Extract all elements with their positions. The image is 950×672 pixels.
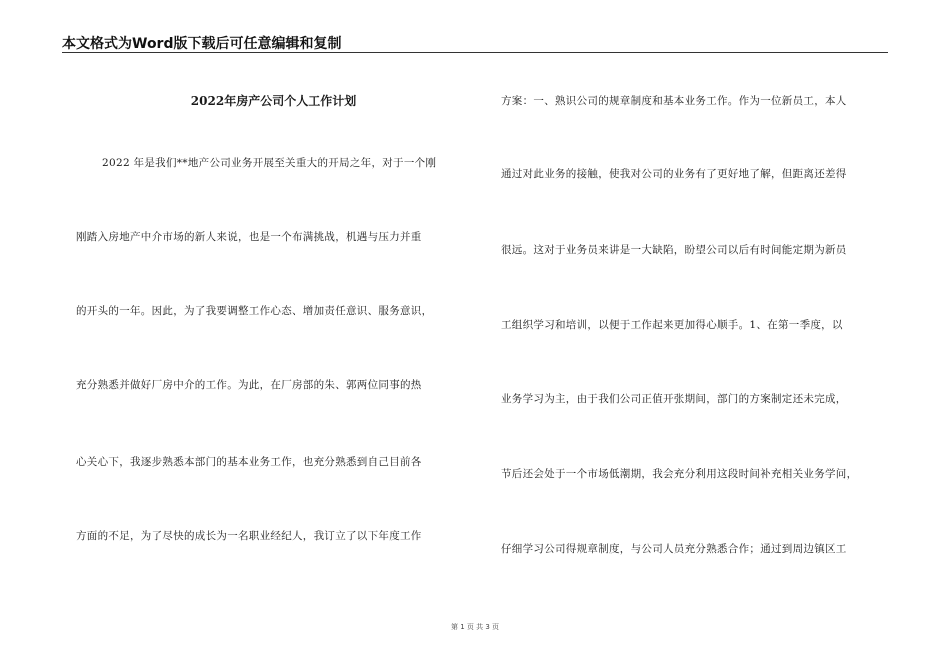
page-header (62, 30, 888, 53)
text-line: 2022 年是我们**地产公司业务开展至关重大的开局之年，对于一个刚 (102, 157, 437, 169)
header-text: 本文格式为Word版下载后可任意编辑和复制 (62, 36, 342, 52)
text-line: 仔细学习公司得规章制度，与公司人员充分熟悉合作；通过到周边镇区工 (501, 543, 847, 555)
page-number: 第 1 页 共 3 页 (450, 623, 500, 631)
text-line: 节后还会处于一个市场低潮期，我会充分利用这段时间补充相关业务学问， (501, 468, 858, 480)
text-line: 方面的不足，为了尽快的成长为一名职业经纪人，我订立了以下年度工作 (76, 530, 422, 542)
text-line: 通过对此业务的接触，使我对公司的业务有了更好地了解，但距离还差得 (501, 168, 847, 180)
text-line: 的开头的一年。因此，为了我要调整工作心态、增加责任意识、服务意识， (76, 305, 433, 317)
text-line: 很远。这对于业务员来讲是一大缺陷，盼望公司以后有时间能定期为新员 (501, 244, 847, 256)
text-line: 业务学习为主，由于我们公司正值开张期间，部门的方案制定还未完成， (501, 393, 847, 405)
text-line: 刚踏入房地产中介市场的新人来说，也是一个布满挑战，机遇与压力并重 (76, 231, 422, 243)
text-line: 心关心下，我逐步熟悉本部门的基本业务工作，也充分熟悉到自己目前各 (76, 456, 422, 468)
page-footer (0, 622, 950, 632)
text-line: 充分熟悉并做好厂房中介的工作。为此，在厂房部的朱、郭两位同事的热 (76, 379, 422, 391)
text-line: 方案：一、熟识公司的规章制度和基本业务工作。作为一位新员工，本人 (501, 95, 847, 107)
document-title: 2022年房产公司个人工作计划 (190, 94, 357, 108)
text-line: 工组织学习和培训，以便于工作起来更加得心顺手。1、在第一季度，以 (501, 319, 843, 331)
